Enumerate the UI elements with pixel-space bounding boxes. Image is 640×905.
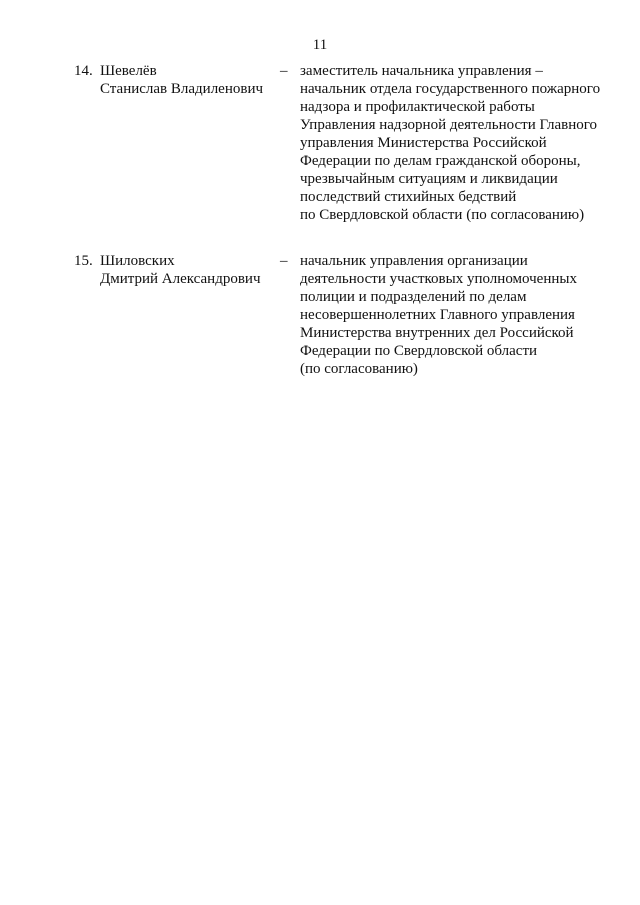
person-surname: Шиловских — [100, 253, 175, 269]
list-entry — [0, 252, 640, 378]
person-name — [100, 252, 261, 288]
list-entry — [0, 62, 640, 224]
entry-dash: – — [280, 253, 288, 269]
description-line: чрезвычайным ситуациям и ликвидации — [300, 171, 558, 187]
description-line: Управления надзорной деятельности Главного — [300, 117, 598, 133]
description-line: управления Министерства Российской — [300, 135, 547, 151]
description-line: Министерства внутренних дел Российской — [300, 325, 574, 341]
entry-number: 15. — [74, 253, 93, 269]
description-line: несовершеннолетних Главного управления — [300, 307, 575, 323]
description-line: по Свердловской области (по согласованию) — [300, 207, 585, 223]
description-line: полиции и подразделений по делам — [300, 289, 527, 305]
position-description — [300, 252, 600, 378]
description-line: начальник управления организации — [300, 253, 528, 269]
description-line: (по согласованию) — [300, 361, 418, 377]
description-line: Федерации по Свердловской области — [300, 343, 538, 359]
entry-number: 14. — [74, 63, 93, 79]
description-line: надзора и профилактической работы — [300, 99, 535, 115]
description-line: деятельности участковых уполномоченных — [300, 271, 577, 287]
person-given-names: Станислав Владиленович — [100, 81, 264, 97]
entry-dash: – — [280, 63, 288, 79]
person-name — [100, 62, 263, 98]
position-description — [300, 62, 600, 224]
description-line: Федерации по делам гражданской обороны, — [300, 153, 581, 169]
page-number: 11 — [312, 37, 328, 53]
person-surname: Шевелёв — [100, 63, 157, 79]
description-line: начальник отдела государственного пожарного — [300, 81, 601, 97]
member-list — [0, 62, 640, 378]
description-line: последствий стихийных бедствий — [300, 189, 517, 205]
description-line: заместитель начальника управления – — [300, 63, 543, 79]
person-given-names: Дмитрий Александрович — [100, 271, 261, 287]
